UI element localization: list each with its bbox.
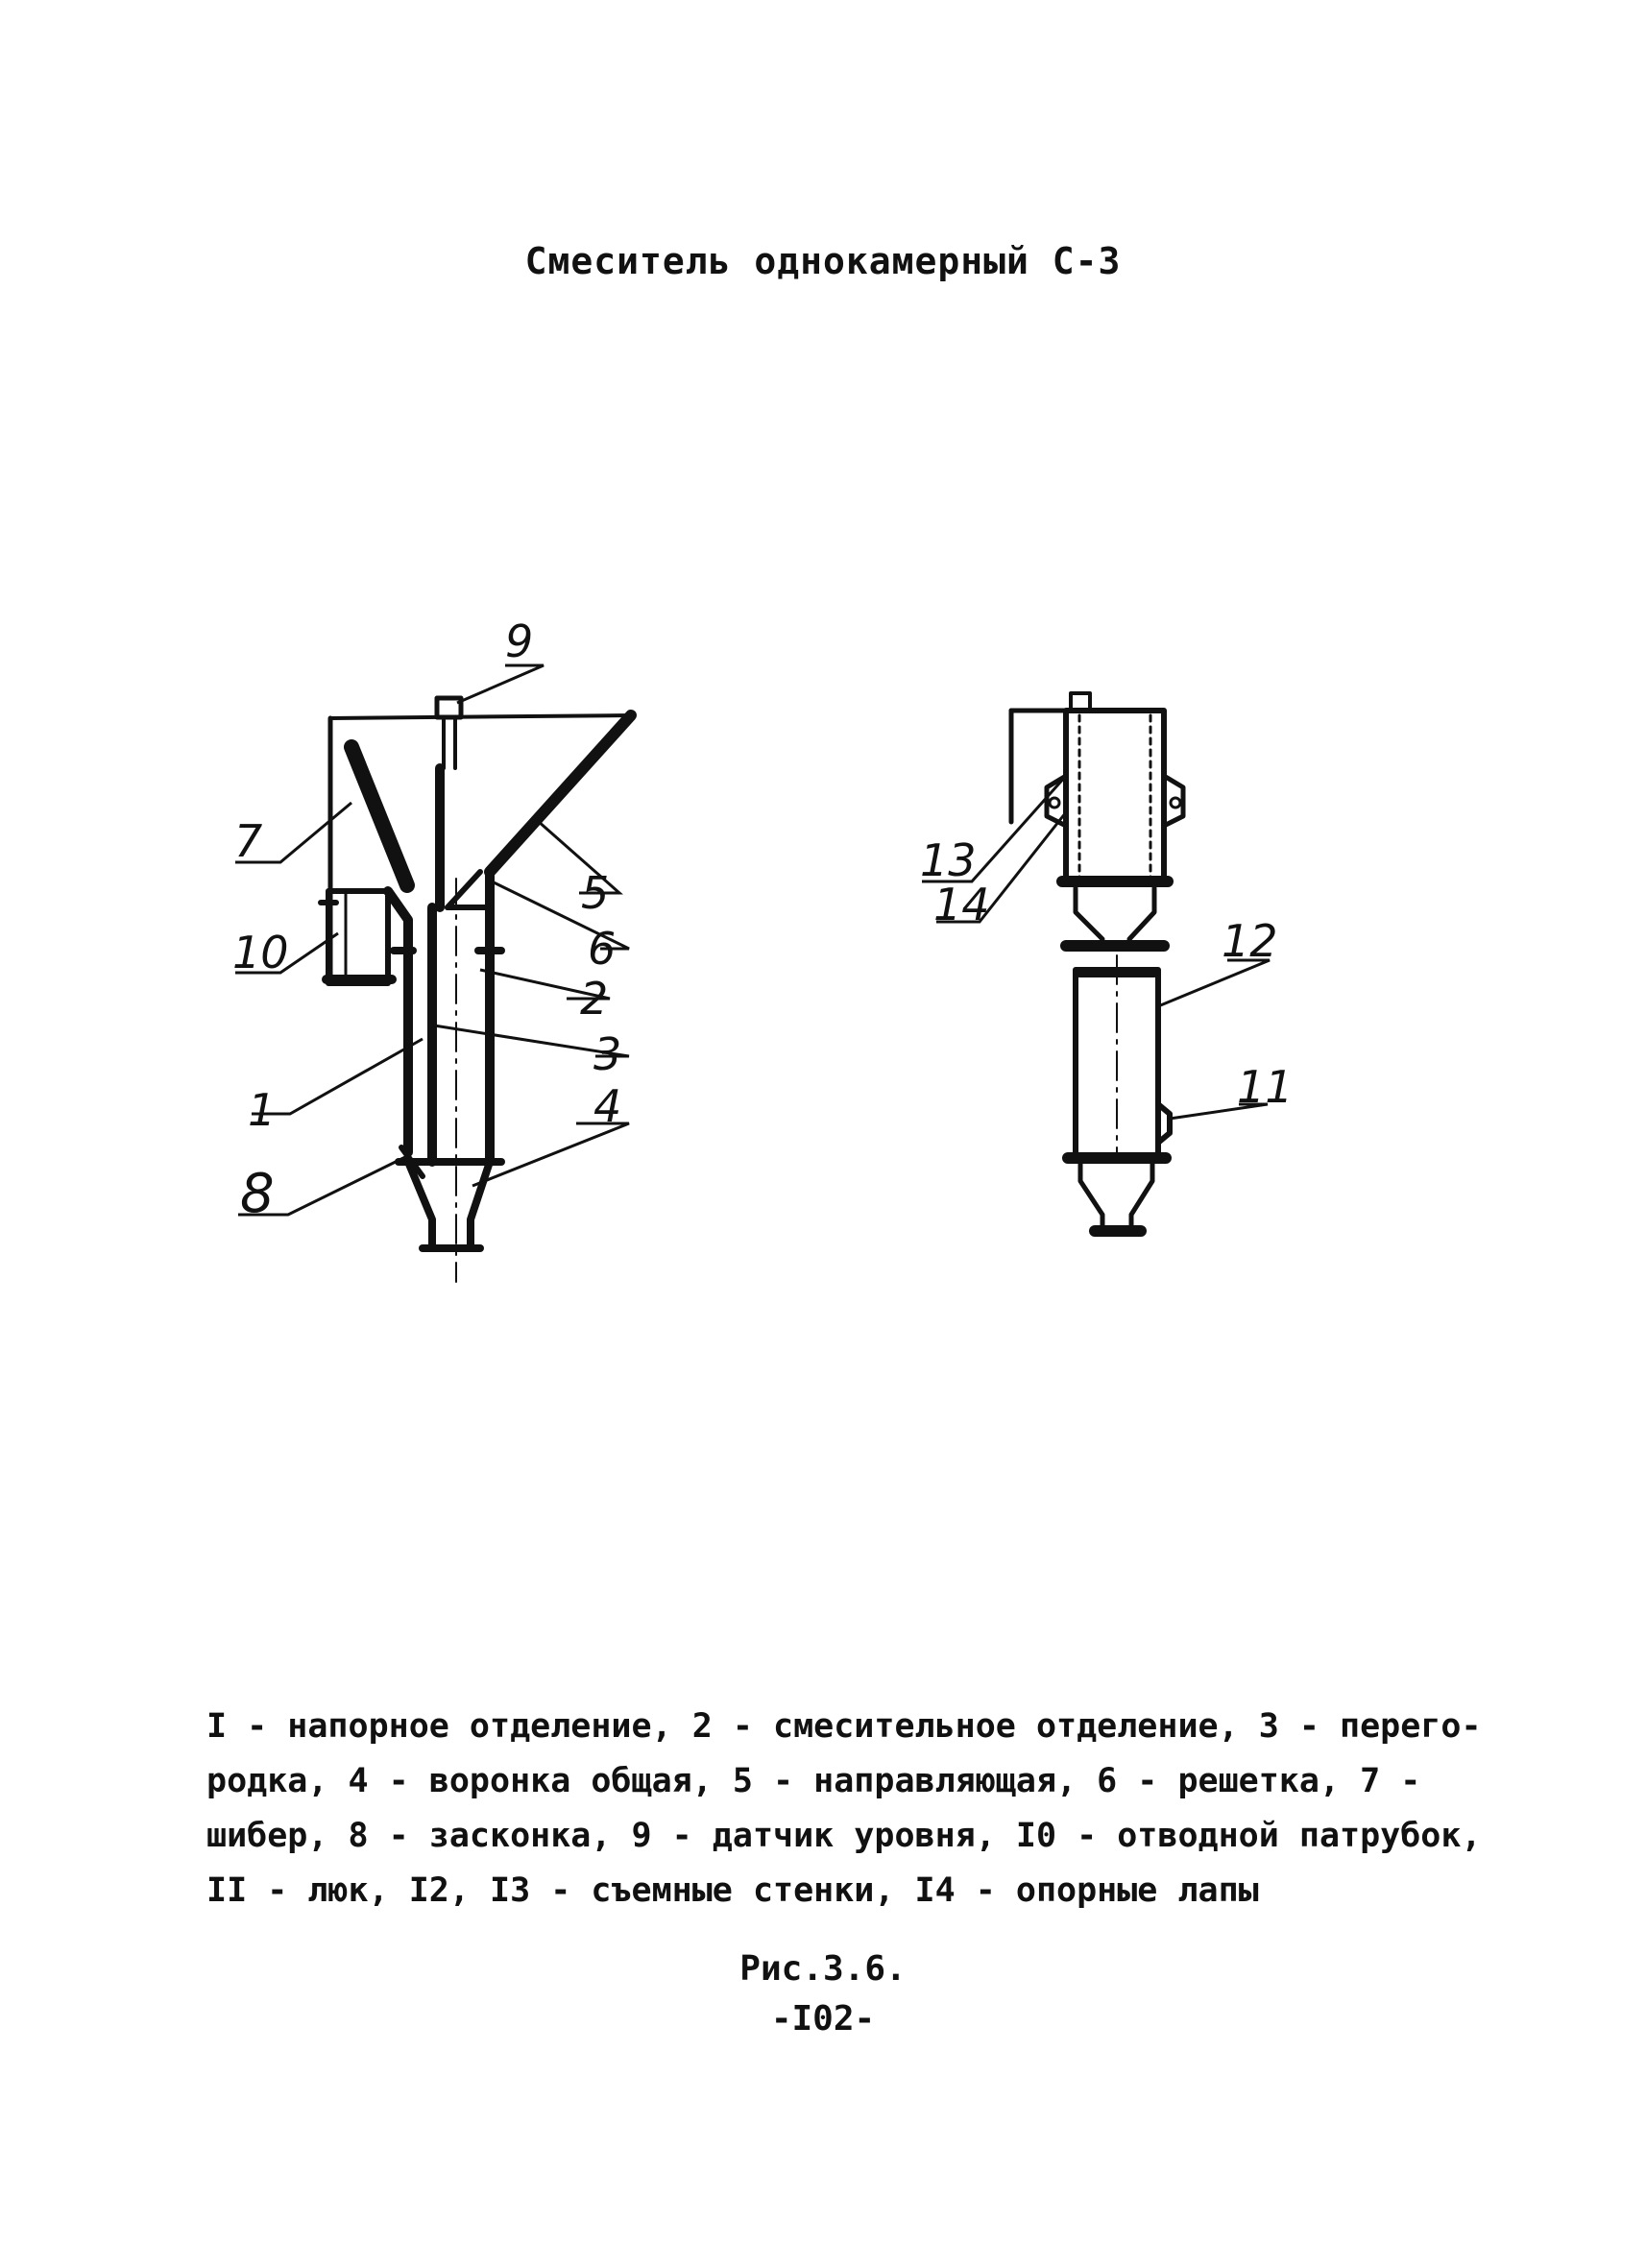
callout-4: 4 bbox=[593, 1080, 622, 1132]
callout-10: 10 bbox=[232, 927, 289, 978]
callout-7: 7 bbox=[234, 815, 263, 867]
legend-line-1: I - напорное отделение, 2 - смесительное отделение, 3 - перего- bbox=[206, 1707, 1482, 1746]
legend-line-3: шибер, 8 - засконка, 9 - датчик уровня, I0 - отводной патрубок, bbox=[206, 1817, 1482, 1855]
callout-13: 13 bbox=[920, 834, 977, 886]
pressure-compartment-wall bbox=[388, 891, 408, 1152]
legend bbox=[206, 1700, 1482, 1918]
legend-line-4: II - люк, I2, I3 - съемные стенки, I4 - опорные лапы bbox=[206, 1871, 1259, 1910]
callout-9: 9 bbox=[505, 615, 534, 667]
callout-3: 3 bbox=[593, 1028, 622, 1080]
page-title: Смеситель однокамерный С-3 bbox=[524, 240, 1122, 282]
page-number: -I02- bbox=[770, 1999, 876, 2039]
callout-12: 12 bbox=[1222, 915, 1278, 967]
legend-line-2: родка, 4 - воронка общая, 5 - направляющая, 6 - решетка, 7 - bbox=[206, 1762, 1421, 1800]
callout-14: 14 bbox=[933, 879, 990, 930]
grate-slope bbox=[448, 872, 480, 907]
top-frame-line bbox=[330, 715, 631, 718]
mixer-exterior-view bbox=[1011, 693, 1183, 1231]
callout-11: 11 bbox=[1237, 1061, 1294, 1113]
level-sensor bbox=[437, 698, 461, 717]
guide-slope bbox=[490, 715, 631, 872]
figure-caption: Рис.3.6. bbox=[739, 1949, 907, 1989]
callout-2: 2 bbox=[580, 973, 609, 1025]
callout-8: 8 bbox=[240, 1163, 275, 1225]
callout-6: 6 bbox=[588, 923, 617, 975]
callout-5: 5 bbox=[581, 867, 610, 919]
callout-1: 1 bbox=[248, 1084, 277, 1136]
gate-plate bbox=[351, 747, 407, 885]
